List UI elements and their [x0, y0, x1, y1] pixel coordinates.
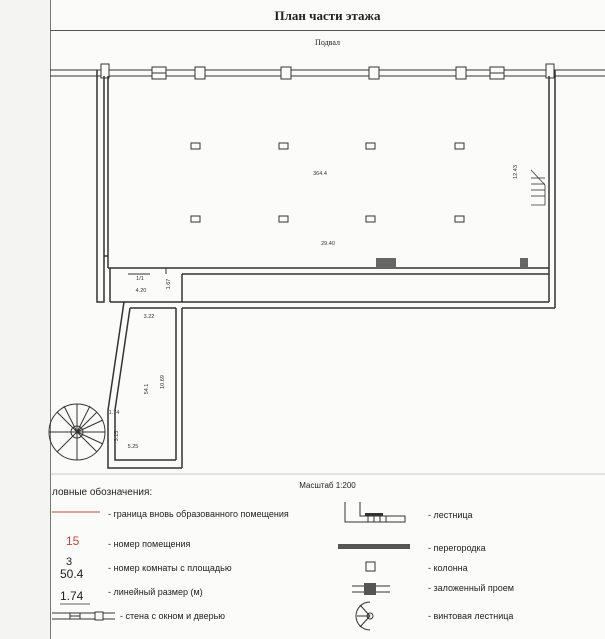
facade-windows — [101, 64, 554, 79]
plan-title: План части этажа — [274, 8, 381, 23]
dim-stair-width: 3.22 — [143, 314, 155, 320]
partition-hatch — [376, 258, 396, 268]
legend-label-room-number: - номер помещения — [108, 539, 191, 549]
legend-label-column: - колонна — [428, 563, 468, 573]
legend-stair-symbol — [345, 502, 405, 522]
dim-stair-area: 54.1 — [144, 383, 150, 395]
legend-sample-linear: 1.74 — [60, 589, 84, 603]
legend-label-boundary: - граница вновь образованного помещения — [108, 509, 289, 519]
legend-sample-room-id: 3 — [66, 556, 73, 568]
dim-corridor-num: 1/1 — [136, 276, 144, 282]
dim-corridor-width: 4.20 — [135, 288, 147, 294]
dim-main-area: 364.4 — [313, 171, 327, 177]
partition-hatch — [520, 258, 528, 268]
legend-label-room-area: - номер комнаты с площадью — [108, 563, 232, 573]
dim-main-width: 29.40 — [321, 241, 335, 247]
legend-label-wall: - стена с окном и дверью — [120, 611, 226, 621]
legend-sample-room-area: 50.4 — [60, 567, 84, 581]
dim-wall-a: 1.74 — [108, 410, 120, 416]
legend-label-stair: - лестница — [428, 510, 473, 520]
columns — [191, 143, 464, 222]
main-stair — [531, 170, 545, 205]
scale-label: Масштаб 1:200 — [299, 481, 356, 490]
dim-stair-height: 10.69 — [160, 375, 166, 389]
legend-column-symbol — [366, 562, 375, 571]
legend-partition-symbol — [338, 544, 410, 549]
legend-wall-window-door — [52, 612, 115, 620]
dim-corridor-height: 1.67 — [166, 278, 172, 290]
dim-main-height: 12.43 — [513, 165, 519, 179]
legend-blocked-opening-symbol — [352, 583, 390, 595]
street-label: Подвал — [315, 38, 340, 47]
dim-wall-c: 5.25 — [127, 444, 139, 450]
legend-label-partition: - перегородка — [428, 543, 486, 553]
legend-label-blocked: - заложенный проем — [428, 583, 514, 593]
legend-label-spiral: - винтовая лестница — [428, 611, 514, 621]
legend-sample-room-number: 15 — [66, 534, 80, 548]
dim-wall-b: 3.15 — [114, 430, 120, 442]
legend-title: ловные обозначения: — [52, 487, 153, 498]
spiral-stair — [49, 404, 105, 460]
legend-label-linear: - линейный размер (м) — [108, 587, 203, 597]
legend-spiral-symbol — [356, 602, 373, 630]
